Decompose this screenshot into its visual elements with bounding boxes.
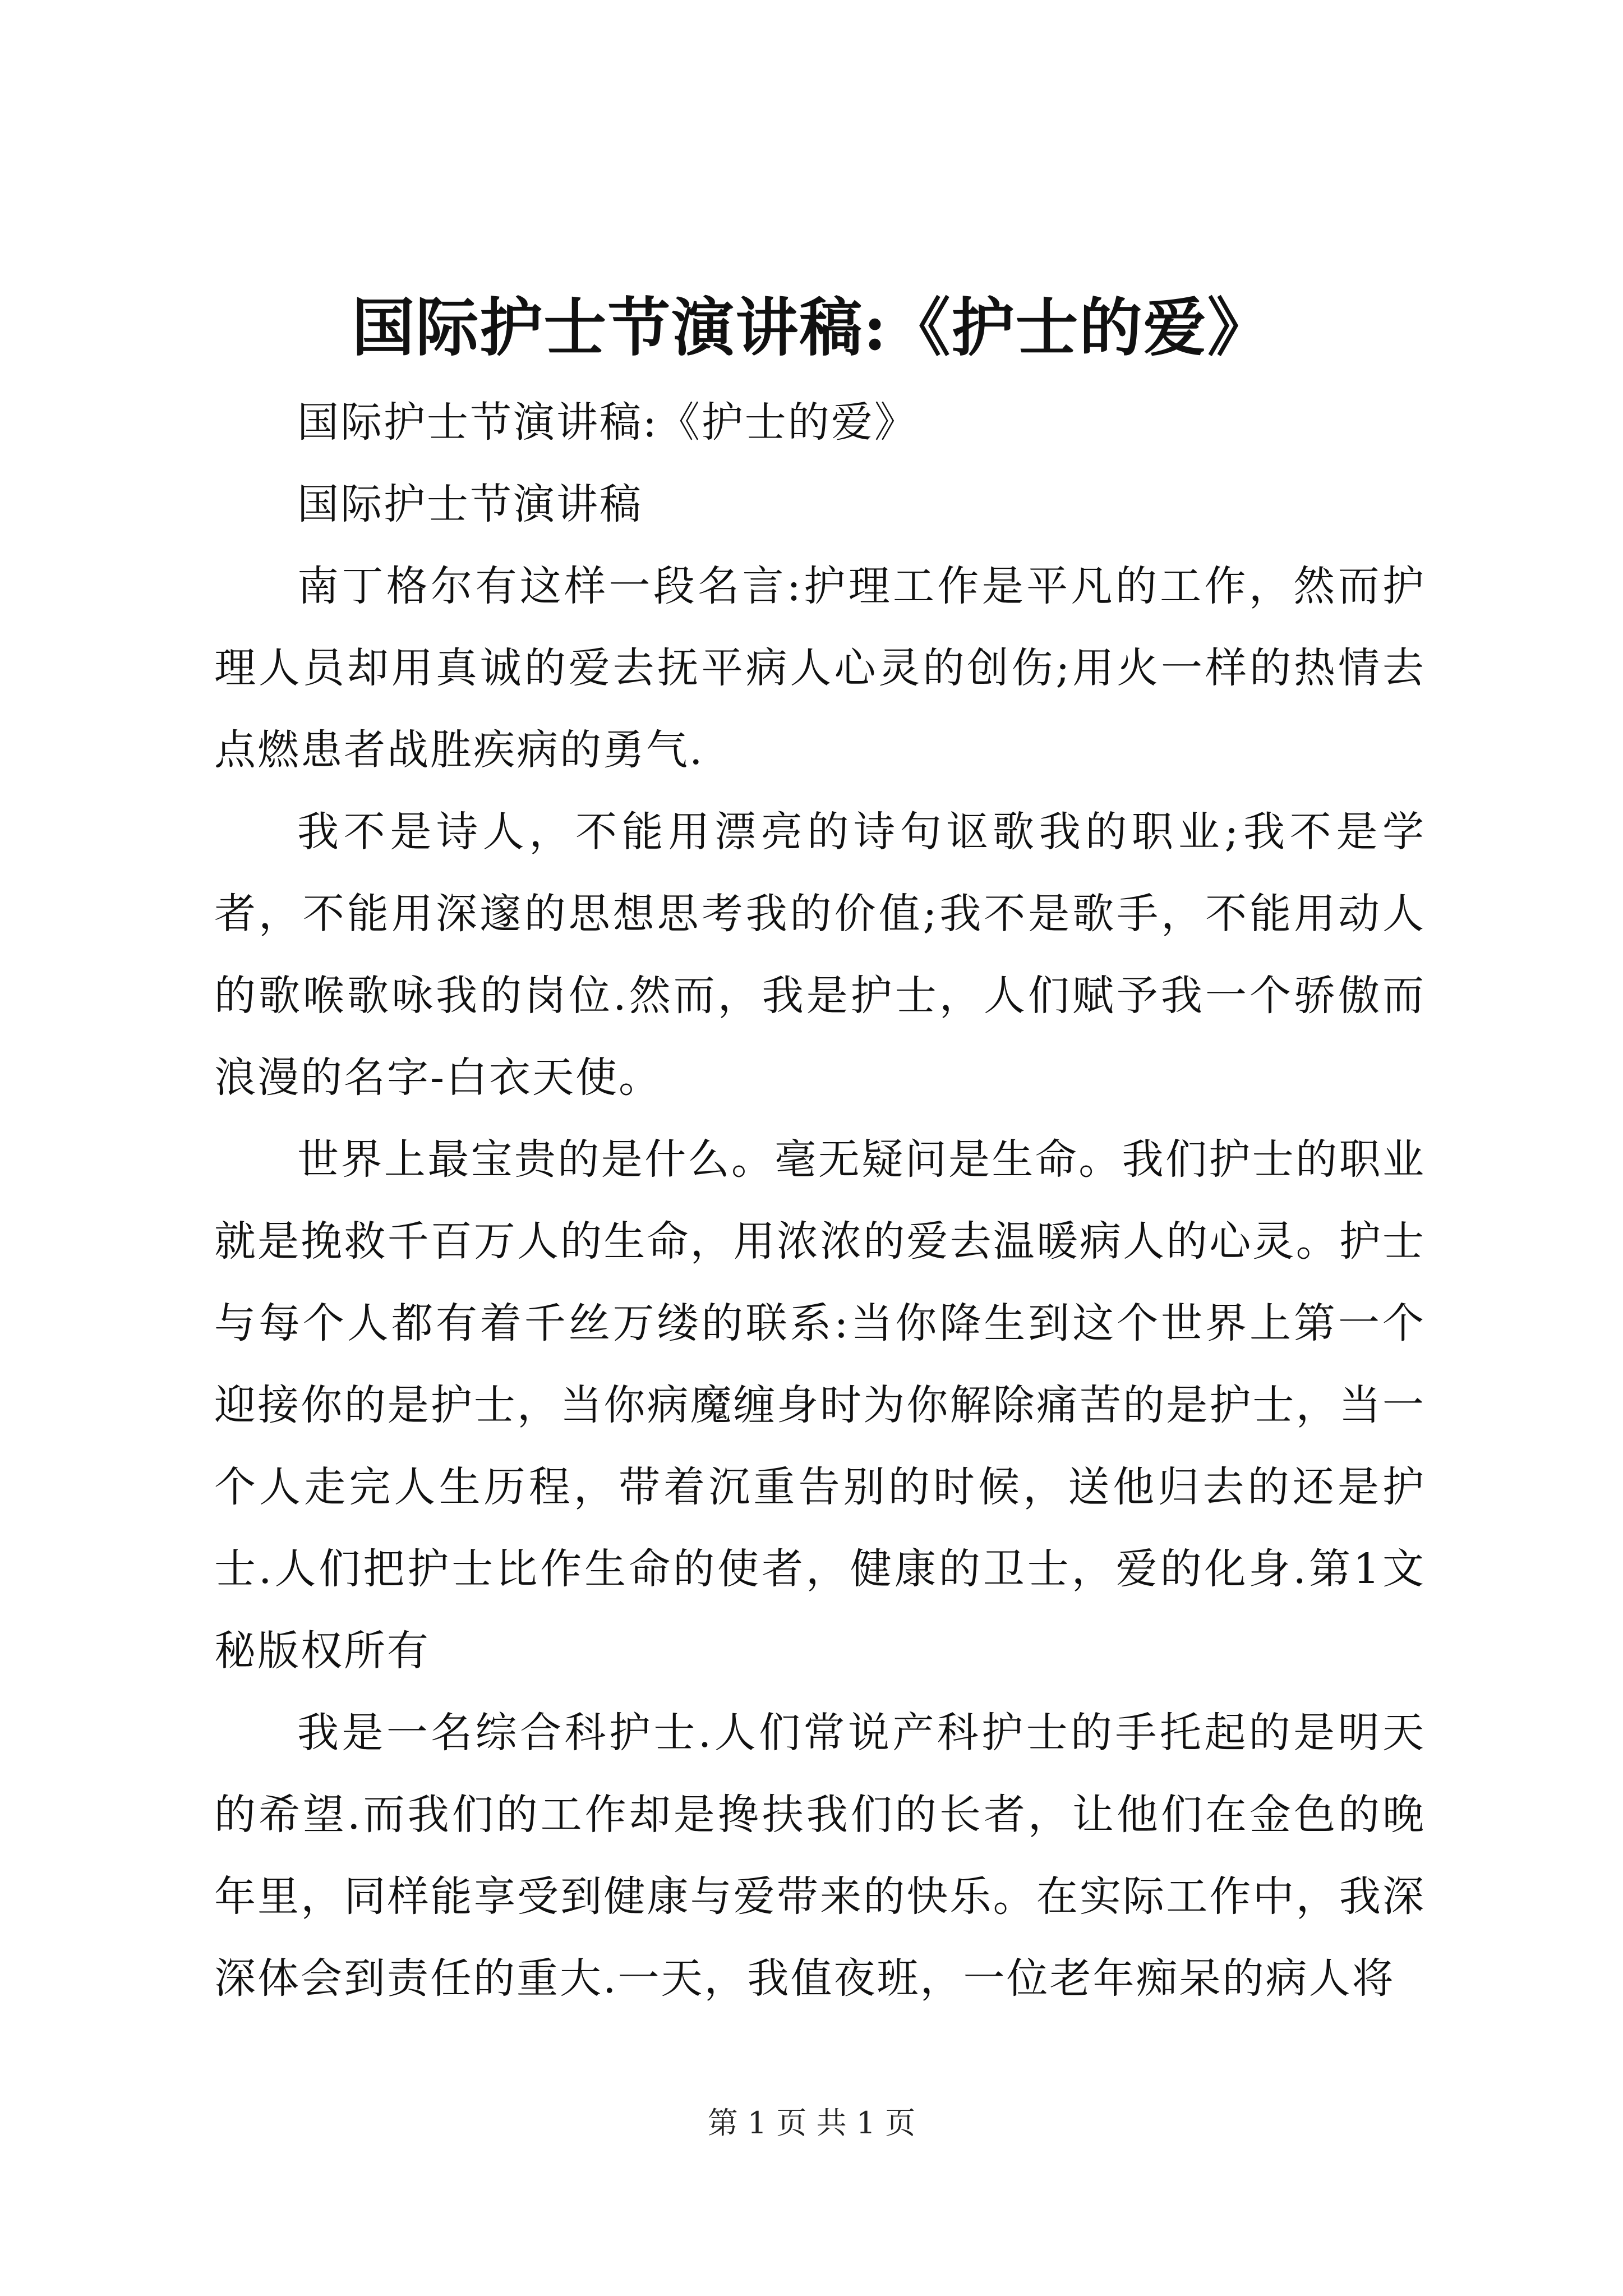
paragraph-nightingale-quote: 南丁格尔有这样一段名言:护理工作是平凡的工作，然而护理人员却用真诚的爱去抚平病人心灵的创伤;用火一样的热情去点燃患者战胜疾病的勇气. xyxy=(214,562,1426,774)
paragraph-heading: 国际护士节演讲稿 xyxy=(297,480,643,528)
document-title: 国际护士节演讲稿:《护士的爱》 xyxy=(352,291,1271,365)
paragraph-not-poet: 我不是诗人，不能用漂亮的诗句讴歌我的职业;我不是学者，不能用深邃的思想思考我的价值;我不是歌手，不能用动人的歌喉歌咏我的岗位.然而，我是护士，人们赋予我一个骄傲而浪漫的名字-白衣天使。 xyxy=(214,808,1426,1102)
document-body xyxy=(214,381,1426,2019)
paragraph-general-nurse: 我是一名综合科护士.人们常说产科护士的手托起的是明天的希望.而我们的工作却是搀扶我们的长者，让他们在金色的晚年里，同样能享受到健康与爱带来的快乐。在实际工作中，我深深体会到责任的重大.一天，我值夜班，一位老年痴呆的病人将 xyxy=(214,1709,1426,2003)
paragraph-subtitle: 国际护士节演讲稿:《护士的爱》 xyxy=(297,398,917,447)
page-footer: 第 1 页 共 1 页 xyxy=(707,2105,916,2141)
paragraph-most-precious: 世界上最宝贵的是什么。毫无疑问是生命。我们护士的职业就是挽救千百万人的生命，用浓浓的爱去温暖病人的心灵。护士与每个人都有着千丝万缕的联系:当你降生到这个世界上第一个迎接你的是护士，当你病魔缠身时为你解除痛苦的是护士，当一个人走完人生历程，带着沉重告别的时候，送他归去的还是护士.人们把护士比作生命的使者，健康的卫士，爱的化身.第1文秘版权所有 xyxy=(214,1135,1426,1675)
